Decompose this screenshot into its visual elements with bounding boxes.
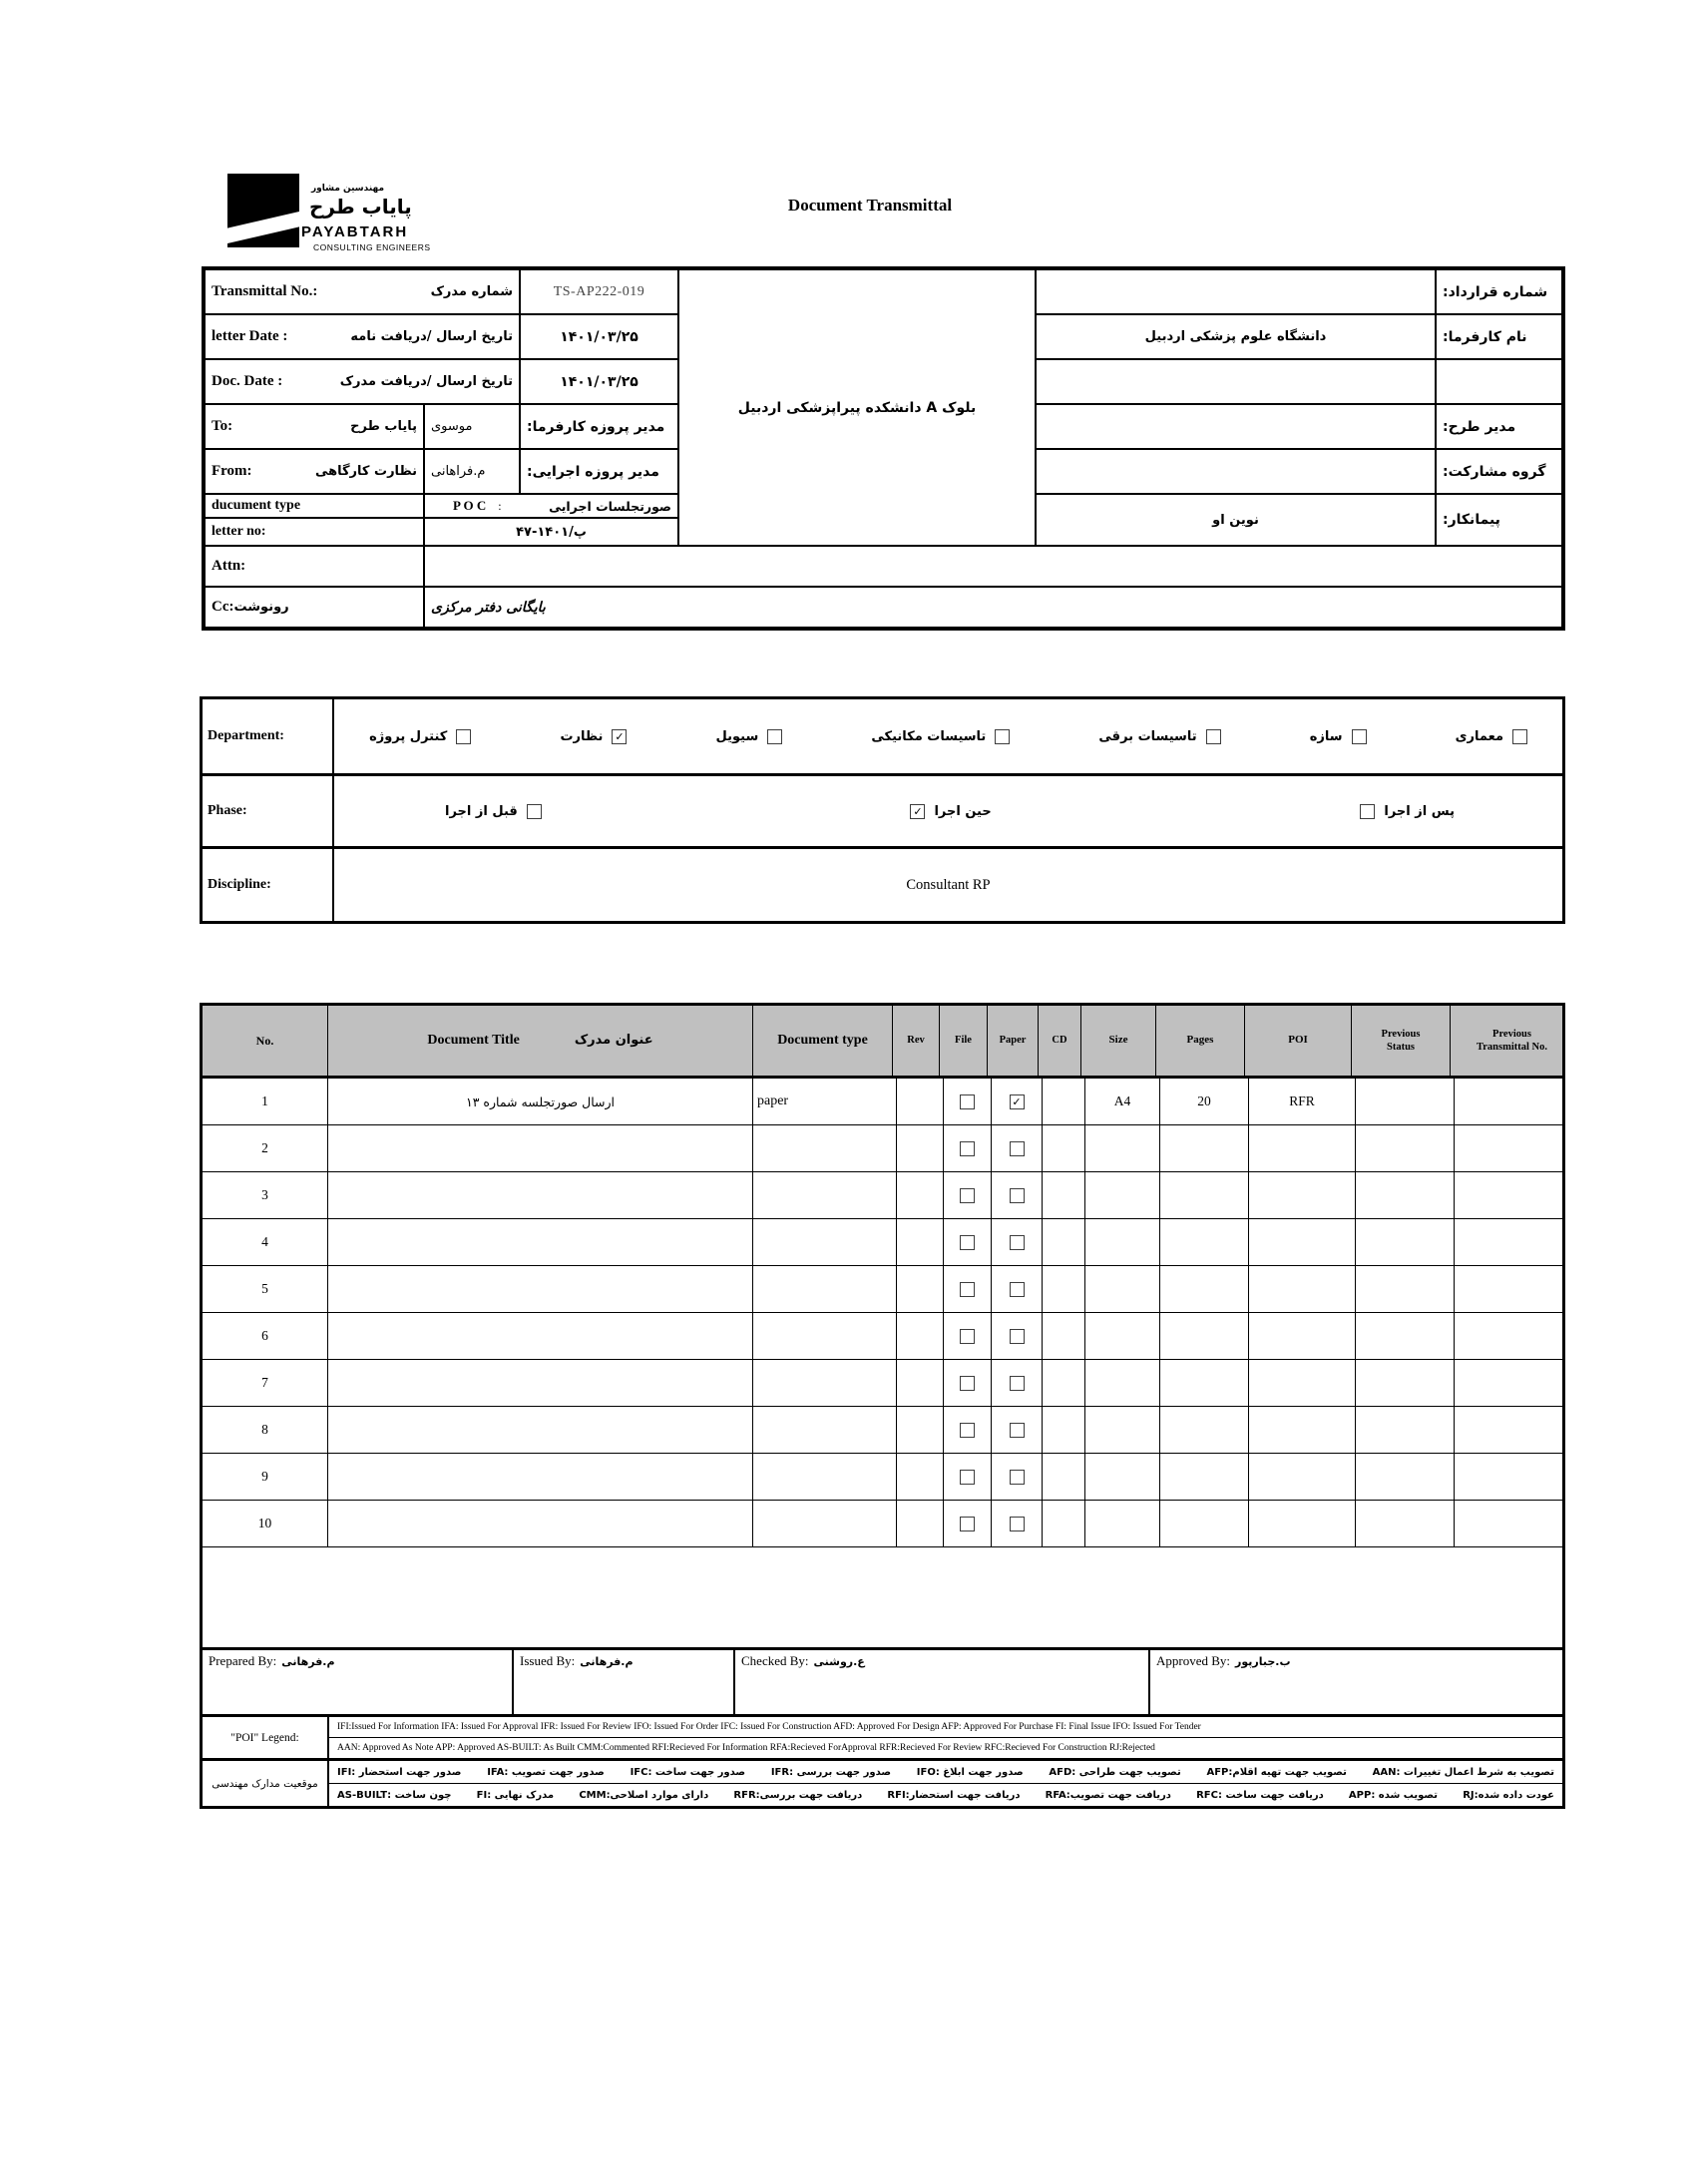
dept-option-civil: سیویل — [716, 729, 783, 744]
paper-checkbox[interactable] — [1010, 1329, 1025, 1344]
checkbox[interactable]: ✓ — [910, 804, 925, 819]
cell-cd — [1043, 1172, 1085, 1218]
cell-rev — [897, 1125, 944, 1171]
cell-paper — [992, 1407, 1043, 1453]
cell-pages — [1160, 1172, 1249, 1218]
table-row — [203, 1266, 1562, 1313]
cell-cd — [1043, 1079, 1085, 1124]
header-file: File — [940, 1006, 988, 1076]
cell-pages — [1160, 1454, 1249, 1500]
cell-no: 7 — [203, 1360, 328, 1406]
cell-poi — [1249, 1125, 1356, 1171]
logo-fa-name: پایاب طرح — [309, 195, 412, 218]
cell-pages — [1160, 1125, 1249, 1171]
attn-label: Attn: — [205, 546, 424, 587]
cell-no: 2 — [203, 1125, 328, 1171]
cell-poi — [1249, 1501, 1356, 1546]
cell-cd — [1043, 1313, 1085, 1359]
contractor-label: پیمانکار: — [1436, 494, 1562, 546]
checkbox[interactable] — [456, 729, 471, 744]
logo-fa-tagline: مهندسین مشاور — [311, 184, 385, 194]
table-header-row — [203, 1006, 1562, 1079]
cell-prev-transmittal — [1455, 1172, 1577, 1218]
cell-rev — [897, 1266, 944, 1312]
doc-date-value: ۱۴۰۱/۰۳/۲۵ — [520, 359, 678, 404]
file-checkbox[interactable] — [960, 1329, 975, 1344]
cell-prev-status — [1356, 1125, 1455, 1171]
poi-legend-line-2: AAN: Approved As Note APP: Approved AS-BUILT: As Built CMM:Commented RFI:Recieved For Information RFA:Recieved ForApproval RFR:Recieved For Review RFC:Recieved For Construction RJ:Rejected — [337, 1743, 1155, 1753]
cell-file — [944, 1407, 992, 1453]
cell-prev-transmittal — [1455, 1313, 1577, 1359]
dept-option-mechanical: تاسیسات مکانیکی — [871, 729, 1010, 744]
checkbox[interactable] — [1360, 804, 1375, 819]
table-row — [203, 1125, 1562, 1172]
cell-pages — [1160, 1501, 1249, 1546]
cell-no: 5 — [203, 1266, 328, 1312]
checked-by-name: ع.روشنی — [813, 1655, 865, 1668]
paper-checkbox[interactable] — [1010, 1470, 1025, 1485]
checkbox[interactable] — [995, 729, 1010, 744]
cell-rev — [897, 1360, 944, 1406]
logo-company-name: PAYABTARH — [301, 223, 409, 240]
cell-size — [1085, 1407, 1160, 1453]
cell-title — [328, 1219, 753, 1265]
checkbox[interactable] — [1352, 729, 1367, 744]
discipline-value: Consultant RP — [906, 876, 991, 893]
cell-size — [1085, 1501, 1160, 1546]
paper-checkbox[interactable] — [1010, 1423, 1025, 1438]
poi-legend-row — [203, 1717, 1562, 1761]
dept-option-memari: معماری — [1456, 729, 1527, 744]
document-list-table — [200, 1003, 1565, 1809]
notes-empty-area — [203, 1547, 1562, 1650]
paper-checkbox[interactable] — [1010, 1188, 1025, 1203]
logo-mark-icon — [227, 174, 299, 247]
cell-type — [753, 1219, 897, 1265]
checkbox[interactable] — [767, 729, 782, 744]
file-checkbox[interactable] — [960, 1282, 975, 1297]
file-checkbox[interactable] — [960, 1423, 975, 1438]
table-row — [203, 1079, 1562, 1125]
table-row — [203, 1407, 1562, 1454]
cell-file — [944, 1501, 992, 1546]
table-row — [203, 1172, 1562, 1219]
company-logo — [227, 174, 447, 253]
cell-prev-transmittal — [1455, 1454, 1577, 1500]
cell-type — [753, 1125, 897, 1171]
cell-no: 10 — [203, 1501, 328, 1546]
cell-title — [328, 1125, 753, 1171]
transmittal-no-label: Transmittal No.: شماره مدرک — [205, 269, 520, 314]
paper-checkbox[interactable] — [1010, 1376, 1025, 1391]
cell-file — [944, 1219, 992, 1265]
checkbox[interactable] — [527, 804, 542, 819]
cell-rev — [897, 1172, 944, 1218]
cell-no: 9 — [203, 1454, 328, 1500]
cell-type — [753, 1501, 897, 1546]
cell-paper — [992, 1125, 1043, 1171]
cell-paper — [992, 1501, 1043, 1546]
contract-no-label: شماره قرارداد: — [1436, 269, 1562, 314]
cell-paper — [992, 1079, 1043, 1124]
partnership-group-label: گروه مشارکت: — [1436, 449, 1562, 494]
cell-rev — [897, 1219, 944, 1265]
cell-type: paper — [753, 1079, 897, 1124]
cell-size — [1085, 1219, 1160, 1265]
client-name-label: نام کارفرما: — [1436, 314, 1562, 359]
cell-cd — [1043, 1454, 1085, 1500]
cc-label: Cc: رونوشت — [205, 587, 424, 628]
table-row — [203, 1454, 1562, 1501]
file-checkbox[interactable] — [960, 1141, 975, 1156]
phase-option-after: پس از اجرا — [1360, 804, 1455, 819]
cell-type — [753, 1266, 897, 1312]
cell-poi — [1249, 1219, 1356, 1265]
cell-prev-transmittal — [1455, 1360, 1577, 1406]
department-table — [200, 696, 1565, 924]
cell-file — [944, 1079, 992, 1124]
header-poi: POI — [1245, 1006, 1352, 1076]
cell-rev — [897, 1079, 944, 1124]
document-type-value: P O C : صورتجلسات اجرایی — [424, 494, 678, 518]
cell-pages — [1160, 1360, 1249, 1406]
file-checkbox[interactable] — [960, 1188, 975, 1203]
cell-size — [1085, 1313, 1160, 1359]
approved-by-cell: Approved By: ب.جبارپور — [1156, 1653, 1291, 1668]
cell-rev — [897, 1501, 944, 1546]
cell-poi — [1249, 1360, 1356, 1406]
table-row — [203, 1219, 1562, 1266]
dept-option-electrical: تاسیسات برقی — [1098, 729, 1220, 744]
header-pages: Pages — [1156, 1006, 1245, 1076]
cell-size: A4 — [1085, 1079, 1160, 1124]
transmittal-info-table — [202, 266, 1565, 631]
checkbox[interactable] — [1512, 729, 1527, 744]
attn-value — [424, 546, 1562, 587]
cell-size — [1085, 1266, 1160, 1312]
cell-type — [753, 1407, 897, 1453]
file-checkbox[interactable] — [960, 1517, 975, 1531]
prepared-by-name: م.فرهانی — [281, 1655, 335, 1668]
cell-prev-transmittal — [1455, 1407, 1577, 1453]
cell-file — [944, 1266, 992, 1312]
discipline-label: Discipline: — [203, 849, 334, 921]
phase-option-during: حین اجرا ✓ — [910, 804, 991, 819]
cell-file — [944, 1360, 992, 1406]
fa-legend-row — [203, 1761, 1562, 1806]
paper-checkbox[interactable] — [1010, 1235, 1025, 1250]
checked-by-cell: Checked By: ع.روشنی — [735, 1650, 1150, 1714]
dept-option-sazeh: سازه — [1310, 729, 1367, 744]
phase-row — [203, 776, 1562, 849]
header-paper: Paper — [988, 1006, 1039, 1076]
table-row — [203, 1360, 1562, 1407]
cell-title — [328, 1360, 753, 1406]
signature-row — [203, 1650, 1562, 1717]
table-row — [203, 1501, 1562, 1547]
header-size: Size — [1081, 1006, 1156, 1076]
cell-title — [328, 1407, 753, 1453]
cell-type — [753, 1360, 897, 1406]
to-name-value: موسوی — [424, 404, 520, 449]
cell-file — [944, 1125, 992, 1171]
client-name-value: دانشگاه علوم پزشکی اردبیل — [1036, 314, 1436, 359]
cell-cd — [1043, 1125, 1085, 1171]
poi-legend-label: "POI" Legend: — [203, 1717, 329, 1758]
letter-date-label: letter Date : تاریخ ارسال /دریافت نامه — [205, 314, 520, 359]
cell-prev-status — [1356, 1454, 1455, 1500]
fa-legend-line-2: عودت داده شده:RJ تصویب شده :APP دریافت جهت ساخت :RFC دریافت جهت تصویب:RFA دریافت جهت استحضار:RFI دریافت جهت بررسی:RFR دارای موارد اصلاحی:CMM مدرک نهایی :FI چون ساخت :AS-BUILT — [337, 1789, 1554, 1801]
logo-swoosh-icon — [227, 209, 299, 245]
page-title: Document Transmittal — [787, 196, 953, 215]
table-row — [203, 1313, 1562, 1360]
poi-legend-lines — [329, 1717, 1562, 1758]
cell-paper — [992, 1219, 1043, 1265]
cell-paper — [992, 1454, 1043, 1500]
doc-date-label: Doc. Date : تاریخ ارسال /دریافت مدرک — [205, 359, 520, 404]
document-type-label: ducument type — [205, 494, 424, 518]
project-name-cell: بلوک A دانشکده پیراپزشکی اردبیل — [678, 269, 1036, 546]
from-name-value: م.فراهانی — [424, 449, 520, 494]
to-row-label: To: پایاب طرح — [205, 404, 424, 449]
cell-size — [1085, 1172, 1160, 1218]
cell-prev-status — [1356, 1313, 1455, 1359]
header-title: Document Title عنوان مدرک — [328, 1006, 753, 1076]
cell-poi — [1249, 1172, 1356, 1218]
checkbox[interactable] — [1206, 729, 1221, 744]
cell-title — [328, 1266, 753, 1312]
fa-legend-line-1: تصویب به شرط اعمال تغییرات :AAN تصویب جهت تهیه اقلام:AFP تصویب جهت طراحی :AFD صدور جهت ابلاغ :IFO صدور جهت بررسی :IFR صدور جهت ساخت :IFC صدور جهت تصویب :IFA صدور جهت استحضار :IFI — [329, 1761, 1562, 1784]
cell-file — [944, 1454, 992, 1500]
cell-file — [944, 1313, 992, 1359]
letter-date-value: ۱۴۰۱/۰۳/۲۵ — [520, 314, 678, 359]
header-no: No. — [203, 1006, 328, 1076]
cell-prev-status — [1356, 1172, 1455, 1218]
prepared-by-cell: Prepared By: م.فرهانی — [203, 1650, 514, 1714]
cell-size — [1085, 1360, 1160, 1406]
partnership-group-value — [1036, 449, 1436, 494]
cell-poi — [1249, 1407, 1356, 1453]
to-role-label: مدیر پروزه کارفرما: — [520, 404, 678, 449]
cell-cd — [1043, 1266, 1085, 1312]
cell-no: 3 — [203, 1172, 328, 1218]
cell-poi — [1249, 1313, 1356, 1359]
cell-type — [753, 1172, 897, 1218]
cell-no: 4 — [203, 1219, 328, 1265]
cell-prev-status — [1356, 1079, 1455, 1124]
file-checkbox[interactable] — [960, 1470, 975, 1485]
header-doc-type: Document type — [753, 1006, 893, 1076]
cell-size — [1085, 1454, 1160, 1500]
cell-poi: RFR — [1249, 1079, 1356, 1124]
discipline-row — [203, 849, 1562, 921]
cell-type — [753, 1454, 897, 1500]
from-role-label: مدیر پروزه اجرایی: — [520, 449, 678, 494]
cell-file — [944, 1172, 992, 1218]
cell-prev-status — [1356, 1360, 1455, 1406]
cell-rev — [897, 1407, 944, 1453]
header-rev: Rev — [893, 1006, 940, 1076]
from-row-label: From: نظارت کارگاهی — [205, 449, 424, 494]
paper-checkbox[interactable] — [1010, 1141, 1025, 1156]
header-previous-transmittal: Previous Transmittal No. — [1477, 1028, 1547, 1053]
cell-title — [328, 1454, 753, 1500]
cell-cd — [1043, 1501, 1085, 1546]
cell-prev-transmittal — [1455, 1079, 1577, 1124]
cell-cd — [1043, 1219, 1085, 1265]
empty-label-cell — [1436, 359, 1562, 404]
cell-prev-status — [1356, 1407, 1455, 1453]
checkbox[interactable]: ✓ — [612, 729, 627, 744]
cell-title — [328, 1501, 753, 1546]
cell-cd — [1043, 1407, 1085, 1453]
department-label: Department: — [203, 699, 334, 773]
fa-legend-lines — [329, 1761, 1562, 1806]
cell-pages — [1160, 1266, 1249, 1312]
letter-no-label: letter no: — [205, 518, 424, 546]
fa-legend-label: موقعیت مدارک مهندسی — [203, 1761, 329, 1806]
cell-pages — [1160, 1407, 1249, 1453]
cell-prev-status — [1356, 1501, 1455, 1546]
cell-prev-status — [1356, 1266, 1455, 1312]
department-row — [203, 699, 1562, 776]
cell-cd — [1043, 1360, 1085, 1406]
letter-no-value: ۴۷-۱۴۰۱/پ — [424, 518, 678, 546]
phase-option-before: قبل از اجرا — [445, 804, 542, 819]
cell-prev-status — [1356, 1219, 1455, 1265]
cell-poi — [1249, 1454, 1356, 1500]
cell-type — [753, 1313, 897, 1359]
phase-options — [334, 776, 1562, 846]
cell-title — [328, 1313, 753, 1359]
approved-by-name: ب.جبارپور — [1235, 1655, 1291, 1668]
phase-label: Phase: — [203, 776, 334, 846]
paper-checkbox[interactable]: ✓ — [1010, 1094, 1025, 1109]
cell-title — [328, 1172, 753, 1218]
issued-by-name: م.فرهانی — [580, 1655, 634, 1668]
cell-paper — [992, 1313, 1043, 1359]
paper-checkbox[interactable] — [1010, 1517, 1025, 1531]
cell-prev-transmittal — [1455, 1219, 1577, 1265]
contract-no-value — [1036, 269, 1436, 314]
plan-manager-value — [1036, 404, 1436, 449]
cell-pages: 20 — [1160, 1079, 1249, 1124]
cell-no: 8 — [203, 1407, 328, 1453]
header-cd: CD — [1039, 1006, 1081, 1076]
cell-title: ارسال صورتجلسه شماره ۱۳ — [328, 1079, 753, 1124]
cell-rev — [897, 1313, 944, 1359]
cell-no: 1 — [203, 1079, 328, 1124]
header-previous-status: Previous Status — [1352, 1006, 1451, 1076]
cell-pages — [1160, 1313, 1249, 1359]
cell-paper — [992, 1172, 1043, 1218]
cell-prev-transmittal — [1455, 1266, 1577, 1312]
logo-company-subtitle: CONSULTING ENGINEERS — [313, 242, 431, 252]
file-checkbox[interactable] — [960, 1235, 975, 1250]
empty-value-cell — [1036, 359, 1436, 404]
transmittal-no-value: TS-AP222-019 — [520, 269, 678, 314]
cell-rev — [897, 1454, 944, 1500]
dept-option-project-control: کنترل پروژه — [369, 729, 471, 744]
cell-prev-transmittal — [1455, 1125, 1577, 1171]
cell-pages — [1160, 1219, 1249, 1265]
cell-paper — [992, 1266, 1043, 1312]
poi-legend-line-1: IFI:Issued For Information IFA: Issued For Approval IFR: Issued For Review IFO: Issued For Order IFC: Issued For Construction AFD: Approved For Design AFP: Approved For Purchase FI: Final Issue IFO: Issued For Tender — [329, 1717, 1562, 1738]
file-checkbox[interactable] — [960, 1376, 975, 1391]
dept-option-nezarat: ✓ نظارت — [560, 729, 627, 744]
department-options — [334, 699, 1562, 773]
cell-size — [1085, 1125, 1160, 1171]
cell-poi — [1249, 1266, 1356, 1312]
issued-by-cell: Issued By: م.فرهانی — [514, 1650, 735, 1714]
cell-no: 6 — [203, 1313, 328, 1359]
cell-prev-transmittal — [1455, 1501, 1577, 1546]
file-checkbox[interactable] — [960, 1094, 975, 1109]
contractor-value: نوین او — [1036, 494, 1436, 546]
plan-manager-label: مدیر طرح: — [1436, 404, 1562, 449]
cell-paper — [992, 1360, 1043, 1406]
paper-checkbox[interactable] — [1010, 1282, 1025, 1297]
cc-value: بایگانی دفتر مرکزی — [424, 587, 1562, 628]
